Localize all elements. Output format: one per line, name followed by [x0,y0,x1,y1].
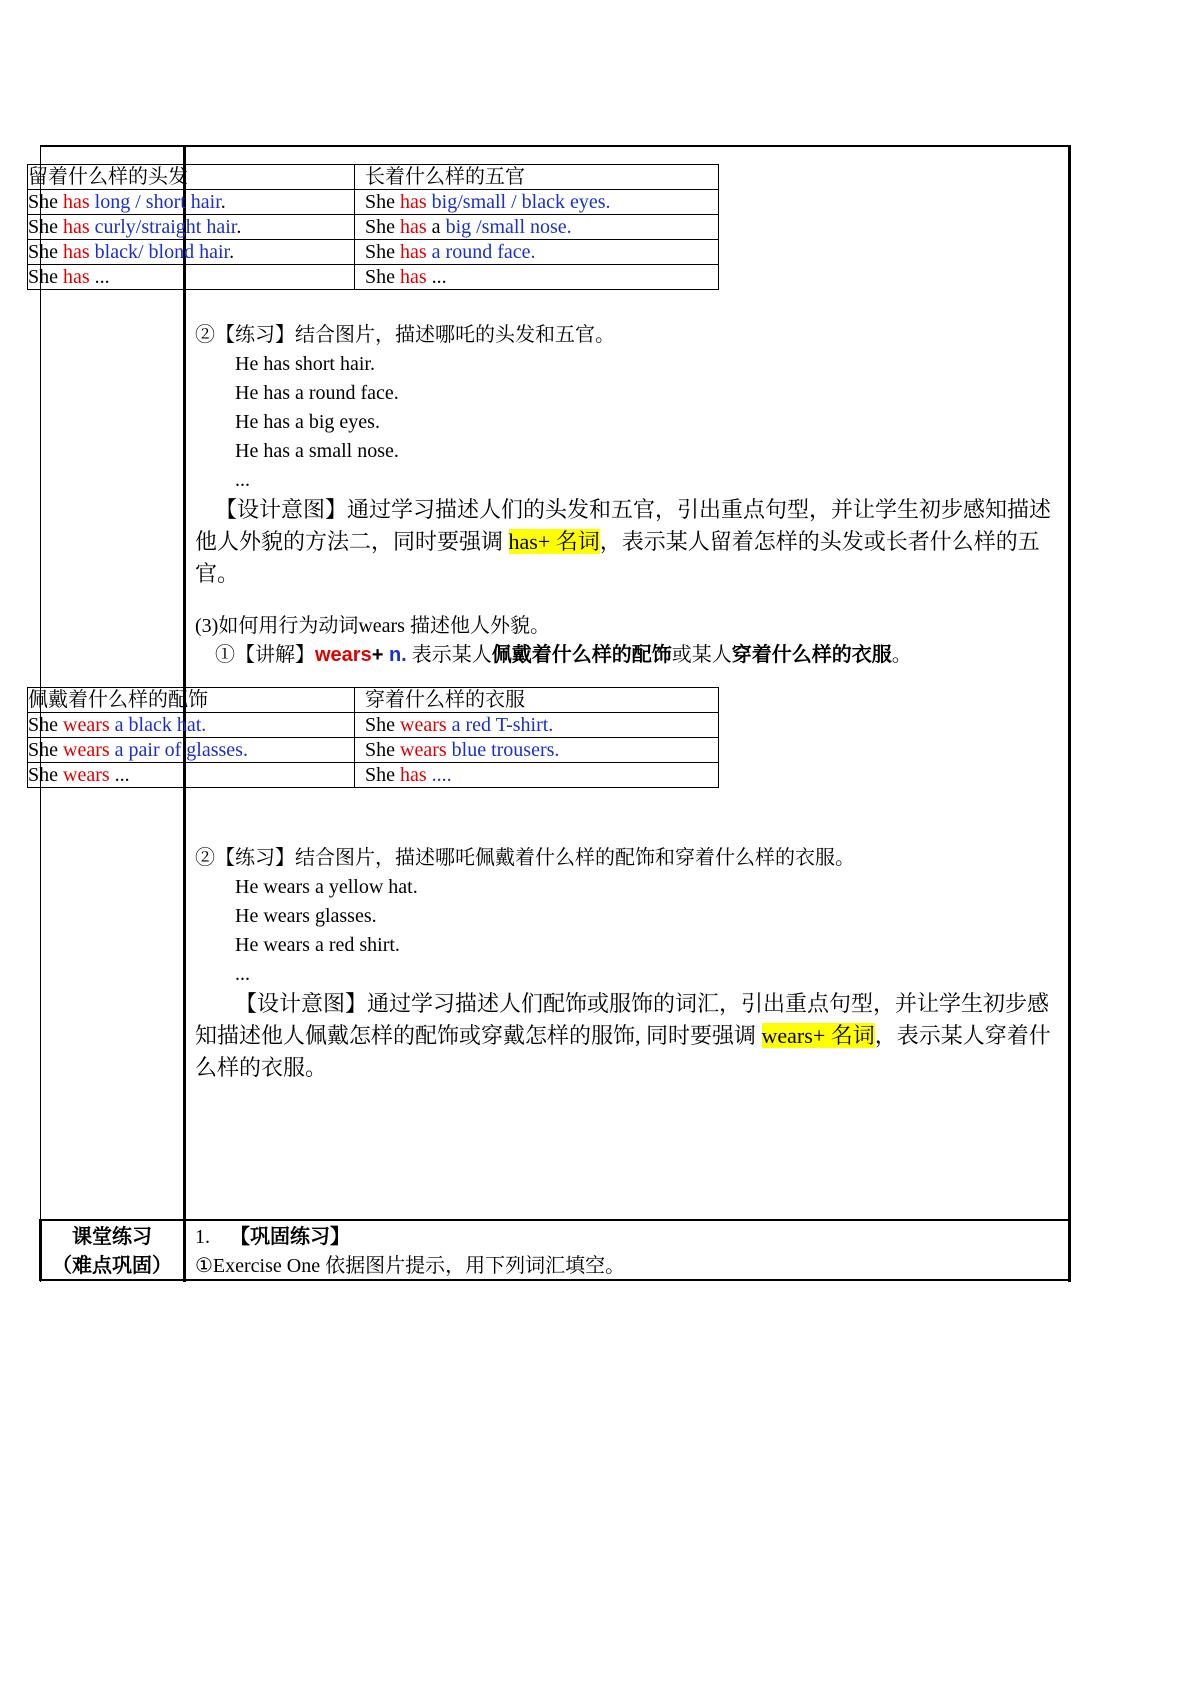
table-cell: She has ... [28,265,355,290]
table-cell: She wears a black hat. [28,713,355,738]
table-cell: She has black/ blond hair. [28,240,355,265]
table-cell: She has a round face. [355,240,719,265]
section-heading: (3)如何用行为动词wears 描述他人外貌。 [195,615,550,637]
design-intent-paragraph: 【设计意图】通过学习描述人们的头发和五官，引出重点句型，并让学生初步感知描述他人外貌的方法二，同时要强调 has+ 名词，表示某人留着怎样的头发或长者什么样的五官。 [195,497,1052,586]
table-cell: She has ... [355,265,719,290]
table-cell: She has a big /small nose. [355,215,719,240]
row-label [41,1223,183,1281]
table-row [28,763,719,788]
table-header-cell: 长着什么样的五官 [355,165,719,190]
clothes-accessories-table [27,687,719,788]
practice-line: He has a big eyes. [235,411,380,433]
design-intent-paragraph: 【设计意图】通过学习描述人们配饰或服饰的词汇，引出重点句型，并让学生初步感知描述他人佩戴怎样的配饰或穿戴怎样的服饰, 同时要强调 wears+ 名词，表示某人穿着什么样的衣服。 [195,991,1051,1080]
table-cell: She wears a pair of glasses. [28,738,355,763]
practice-line: He has a round face. [235,382,399,404]
table-header-cell: 留着什么样的头发 [28,165,355,190]
outer-border-top [40,145,1071,147]
hair-features-table [27,164,719,290]
table-cell: She has curly/straight hair. [28,215,355,240]
table-cell: She wears a red T-shirt. [355,713,719,738]
table-row [28,215,719,240]
practice-title: ②【练习】结合图片，描述哪吒佩戴着什么样的配饰和穿着什么样的衣服。 [195,847,855,869]
practice-line: He has short hair. [235,353,375,375]
practice-line: He wears a yellow hat. [235,876,418,898]
practice-line: He wears glasses. [235,905,377,927]
outer-border-right [1068,145,1071,1282]
bottom-row-top-border [40,1219,1071,1221]
table-cell: She has long / short hair. [28,190,355,215]
practice-line: He wears a red shirt. [235,934,400,956]
table-row [28,265,719,290]
table-cell: She wears ... [28,763,355,788]
table-row [28,240,719,265]
exercise-line: ①Exercise One 依据图片提示，用下列词汇填空。 [195,1255,626,1277]
table-row [28,713,719,738]
practice-line: He has a small nose. [235,440,399,462]
table-header-cell: 穿着什么样的衣服 [355,688,719,713]
practice-title: ②【练习】结合图片，描述哪吒的头发和五官。 [195,324,615,346]
table-row [28,190,719,215]
table-header-cell: 佩戴着什么样的配饰 [28,688,355,713]
table-header-row [28,688,719,713]
table-cell: She has big/small / black eyes. [355,190,719,215]
table-cell: She has .... [355,763,719,788]
row-label-line: （难点巩固） [52,1255,172,1277]
row-label-line: 课堂练习 [72,1226,152,1248]
practice-line: ... [235,963,250,985]
exercise-heading: 1. 【巩固练习】 [195,1226,350,1248]
practice-line: ... [235,469,250,491]
highlight: wears+ 名词 [761,1023,875,1048]
table-header-row [28,165,719,190]
table-row [28,738,719,763]
table-cell: She wears blue trousers. [355,738,719,763]
explain-line: ①【讲解】wears+ n. 表示某人佩戴着什么样的配饰或某人穿着什么样的衣服。 [215,644,912,666]
highlight: has+ 名词 [508,529,600,554]
